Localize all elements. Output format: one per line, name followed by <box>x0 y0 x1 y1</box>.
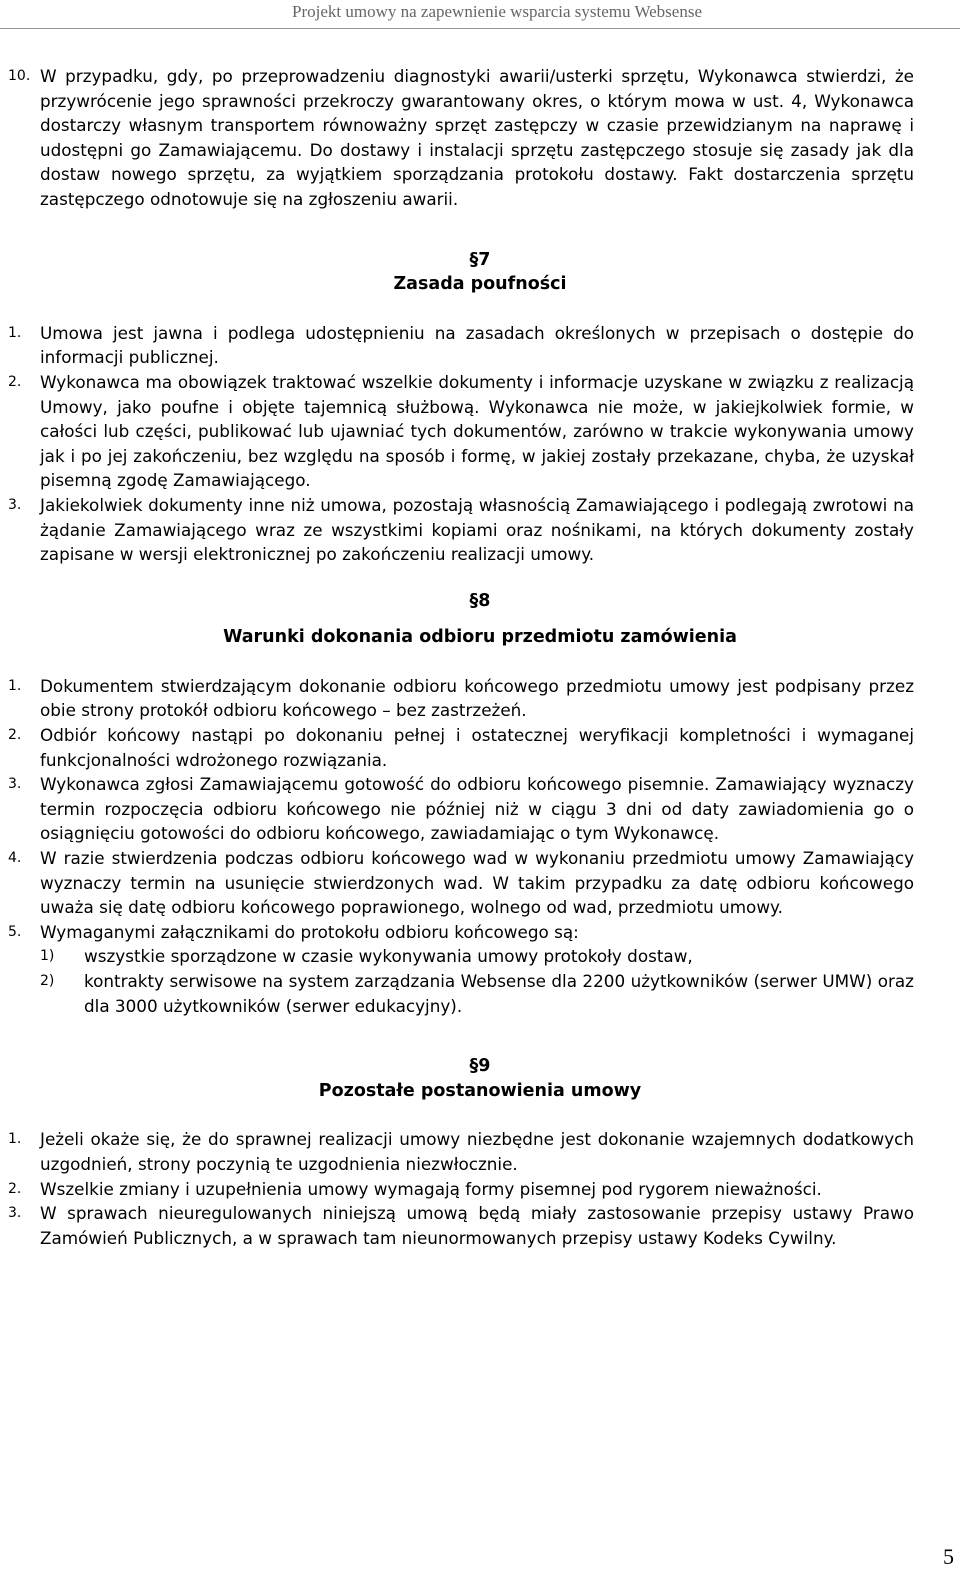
sub-list-item <box>0 944 960 969</box>
list-item <box>0 1201 960 1250</box>
item-text: W przypadku, gdy, po przeprowadzeniu diagnostyki awarii/usterki sprzętu, Wykonawca stwierdzi, że przywrócenie jego sprawności przekroczy gwarantowany okres, o którym mowa w ust. 4, Wykonawca dostarczy własnym transportem równoważny sprzęt zastępczy w czasie przewidzianym na naprawę i udostępni go Zamawiającemu. Do dostawy i instalacji sprzętu zastępczego stosuje się zasady jak dla dostaw nowego sprzętu, za wyjątkiem sporządzania protokołu dostawy. Fakt dostarczenia sprzętu zastępczego odnotowuje się na zgłoszeniu awarii. <box>40 66 914 209</box>
section-title: Warunki dokonania odbioru przedmiotu zamówienia <box>223 627 737 648</box>
section-sign: §7 <box>469 249 491 270</box>
item-number: 1. <box>8 677 22 694</box>
item-number: 5. <box>8 923 22 940</box>
item-text: Wykonawca zgłosi Zamawiającemu gotowość do odbioru końcowego pisemnie. Zamawiający wyznaczy termin rozpoczęcia odbioru końcowego nie później niż w ciągu 3 dni od daty zawiadomienia go o osiągnięciu gotowości do odbioru końcowego, zawiadamiając o tym Wykonawcę. <box>40 774 914 844</box>
item-text: Jeżeli okaże się, że do sprawnej realizacji umowy niezbędne jest dokonanie wzajemnych dodatkowych uzgodnień, strony poczynią te uzgodnienia niezwłocznie. <box>40 1129 914 1174</box>
item-text: W sprawach nieuregulowanych niniejszą umową będą miały zastosowanie przepisy ustawy Prawo Zamówień Publicznych, a w sprawach tam nieunormowanych przepisy ustawy Kodeks Cywilny. <box>40 1203 914 1248</box>
item-number: 2. <box>8 1180 22 1197</box>
section-title: Zasada poufności <box>393 274 567 295</box>
list-item <box>0 772 960 846</box>
item-number: 4. <box>8 850 22 867</box>
subitem-number: 1) <box>40 948 55 965</box>
list-item <box>0 64 960 212</box>
item-text: Wymaganymi załącznikami do protokołu odbioru końcowego są: <box>40 921 579 942</box>
item-text: Jakiekolwiek dokumenty inne niż umowa, pozostają własnością Zamawiającego i podlegają zwrotowi na żądanie Zamawiającego wraz ze wszystkimi kopiami oraz nośnikami, na których dokumenty zostały zapisane w wersji elektronicznej po zakończeniu realizacji umowy. <box>40 494 914 565</box>
item-text: W razie stwierdzenia podczas odbioru końcowego wad w wykonaniu przedmiotu umowy Zamawiający wyznaczy termin na usunięcie stwierdzonych wad. W takim przypadku za datę odbioru końcowego uważa się datę odbioru końcowego poprawionego, wolnego od wad, przedmiotu umowy. <box>40 848 914 918</box>
item-text: Dokumentem stwierdzającym dokonanie odbioru końcowego przedmiotu umowy jest podpisany przez obie strony protokół odbioru końcowego – bez zastrzeżeń. <box>40 675 914 721</box>
list-item <box>0 1177 960 1202</box>
document-body <box>0 64 960 1250</box>
page-header <box>0 0 960 29</box>
list-item <box>0 920 960 945</box>
section-sign: §8 <box>469 590 491 611</box>
list-item <box>0 674 960 723</box>
list-item <box>0 370 960 493</box>
header-title: Projekt umowy na zapewnienie wsparcia systemu Websense <box>292 2 702 21</box>
list-item <box>0 846 960 920</box>
item-number: 10. <box>8 68 31 84</box>
item-text: Umowa jest jawna i podlega udostępnieniu na zasadach określonych w przepisach o dostępie do informacji publicznej. <box>40 322 914 368</box>
list-item <box>0 493 960 567</box>
subitem-text: wszystkie sporządzone w czasie wykonywania umowy protokoły dostaw, <box>84 946 693 967</box>
list-item <box>0 1127 960 1176</box>
list-item <box>0 321 960 370</box>
item-text: Wykonawca ma obowiązek traktować wszelkie dokumenty i informacje uzyskane w związku z realizacją Umowy, jako poufne i objęte tajemnicą służbową. Wykonawca nie może, w jakiejkolwiek formie, w całości lub części, publikować lub ujawniać tych dokumentów, zarówno w trakcie wykonywania umowy jak i po jej zakończeniu, bez względu na sposób i formę, w jakiej zostały przekazane, chyba, że uzyskał pisemną zgodę Zamawiającego. <box>40 371 914 491</box>
item-number: 3. <box>8 1205 22 1222</box>
list-item <box>0 723 960 772</box>
section-sign: §9 <box>469 1056 491 1077</box>
item-text: Wszelkie zmiany i uzupełnienia umowy wymagają formy pisemnej pod rygorem nieważności. <box>40 1178 822 1199</box>
section-title: Pozostałe postanowienia umowy <box>318 1080 642 1101</box>
sub-list-item <box>0 969 960 1018</box>
item-number: 1. <box>8 324 22 341</box>
item-number: 3. <box>8 776 22 793</box>
page-number: 5 <box>943 1544 954 1569</box>
item-number: 2. <box>8 727 22 744</box>
item-number: 1. <box>8 1131 22 1148</box>
item-number: 3. <box>8 496 22 513</box>
item-number: 2. <box>8 373 22 390</box>
subitem-text: kontrakty serwisowe na system zarządzania Websense dla 2200 użytkowników (serwer UMW) oraz dla 3000 użytkowników (serwer edukacyjny). <box>84 971 914 1016</box>
item-text: Odbiór końcowy nastąpi po dokonaniu pełnej i ostatecznej weryfikacji kompletności i wymaganej funkcjonalności wdrożonego rozwiązania. <box>40 725 914 770</box>
subitem-number: 2) <box>40 973 55 989</box>
